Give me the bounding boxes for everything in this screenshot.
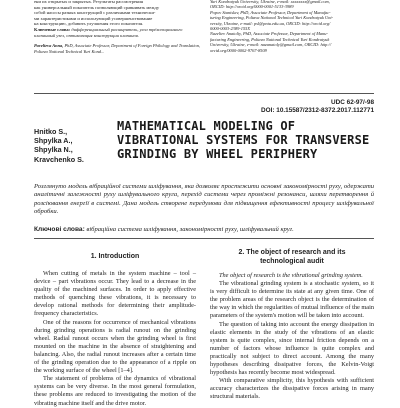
author-name: Shpylka N., [34, 145, 73, 155]
top-left-author-text: PhD, Associate Professor, Department of Foreign Philology and Translation, Poltava National Technical Yuri Kond... [34, 43, 201, 54]
top-right-line: versity, Ukraine, e-mail: psl@pntu.edu.ua, ORCID: http://orcid.org/ [210, 20, 331, 26]
top-left-author-note [34, 43, 202, 54]
top-left-keywords-label: Ключевые слова: [34, 26, 71, 32]
paragraph: When cutting of metals in the system machine – tool – device – part vibrations occur. They lead to a decrease in the quality of the machined surfaces. In order to apply effective methods of quenching these vibrations, it is necessary to develop rational methods for determining their amplitude-frequency characteristics. [34, 270, 196, 318]
paragraph: The statement of problems of the dynamics of vibrational systems can be very diverse. In the most general formulation, these problems are reduced to investigating the motion of the vibrating machine itself and the drive motor. [34, 375, 196, 407]
paragraph: One of the reasons for occurrence of mechanical vibrations during grinding operations is radial runout on the grinding wheel. Radial runout occurs when the grinding wheel is first mounted on the machine in the absence of straightening and balancing. Also, the radial runout increases after a certain time of the grinding operation due to the appearance of a ripple on the working surface of the wheel [1–4]. [34, 318, 196, 375]
top-right-line: facturing Engineering, Poltava National Technical Yuri Kondratyuk [210, 36, 330, 42]
paragraph: With comparative simplicity, this hypothesis with sufficient accuracy characterizes the dissipative forces arising in many structural materials. [210, 377, 374, 401]
keywords-text: вібраційна система шліфування, закономірності руху, шліфувальний круг. [86, 226, 294, 233]
top-right-block [210, 0, 374, 53]
author-name: Hnitko S., [34, 127, 68, 136]
author-name: Shpylka A., [34, 136, 73, 146]
top-right-line: orcid.org/0000-0002-9767-8509 [210, 47, 267, 53]
top-left-keywords-text: дифференциальный расширитель, угол трёхсекционного клапанный узел, оптимизация конструкции клапанов. [34, 26, 183, 38]
right-column [210, 248, 374, 402]
top-right-line: ORCID: http://orcid.org/0000-0001-5133-3989 [210, 4, 294, 10]
keywords-label: Ключові слова: [34, 226, 85, 233]
top-left-line: собой насосы разных конструкций с различными технически- [34, 10, 156, 16]
keywords [34, 226, 374, 234]
header-divider [34, 93, 374, 94]
top-left-block [34, 0, 202, 54]
udc-doi-block [261, 99, 374, 115]
top-left-line: ми характеристиками и использующий усовершенствование [34, 15, 153, 21]
udc-code: UDC 62-97/-98 [331, 99, 374, 106]
top-left-author-name: Pavelieva Anna, [34, 43, 64, 49]
abstract: Розглянуто модель вібраційної системи шліфування, яка дозволяє простежити основні закономірності руху, одержати аналітичні залежності руху шліфувального круга, перехід системи через проміжні резонанси, шляхи перетворення й розсіювання енергії в системі. Дана модель створене передумови для підвищення ефективності процесу шліфувальної обробки. [34, 183, 374, 216]
top-left-line: как универсальный показатель позволяющий сравнивать между [34, 4, 160, 10]
top-right-line: 0000-0003-2389-155X [210, 26, 250, 32]
article-title: MATHEMATICAL MODELING OF VIBRATIONAL SYSTEMS FOR TRANSVERSE GRINDING BY WHEEL PERIPHERY [117, 119, 370, 161]
doi[interactable]: DOI: 10.15587/2312-8372.2017.112771 [261, 107, 374, 114]
paragraph: The vibrational grinding system is a stochastic system, so it is very difficult to determine its state at any given time. One of the problem areas of the research object is the determination of the way in which the regularities of mutual influence of the main parameters of the system's motion will be taken into account. [210, 280, 374, 320]
top-right-line: Popov Stanislav, PhD, Associate Professor, Department of Manufac- [210, 9, 331, 15]
top-right-line: Nazeliev Anatoliy, PhD, Associate Professor, Department of Manu- [210, 31, 328, 37]
introduction-body [34, 270, 196, 408]
paragraph: The object of research is the vibrational grinding system. [219, 272, 363, 279]
top-left-line: на конструкцию, добавить улучшения этого показателя. [34, 21, 144, 27]
top-right-line: turing Engineering, Poltava National Technical Yuri Kondratyuk Uni- [210, 15, 334, 21]
object-body [210, 272, 374, 402]
author-name: Kravchenko S. [34, 154, 84, 164]
section-heading-introduction: 1. Introduction [90, 253, 140, 260]
left-column [34, 252, 196, 408]
top-right-line: University, Ukraine, e-mail: nazanatoly@gmail.com, ORCID: http:// [210, 42, 332, 48]
author-list [34, 127, 114, 164]
section-heading-object: 2. The object of research and its technological audit [238, 249, 346, 265]
top-left-keywords [34, 27, 202, 38]
top-right-line: Yuri Kondratyuk University, Ukraine, e-mail: xxxxxxxx@gmail.com, [210, 0, 330, 4]
paragraph: The question of taking into account the energy dissipation in elastic elements in the study of the vibrations of an elastic system is quite complex, since internal friction depends on a number of factors whose influence is quite complex and practically not subject to direct account. Among the many hypotheses describing dissipative forces, the Kelvin-Voigt hypothesis has recently become most widespread. [210, 320, 374, 377]
abstract-divider [34, 238, 374, 239]
top-left-line: ени их открытых и закрытых. Результаты рассмотрения [34, 0, 143, 4]
